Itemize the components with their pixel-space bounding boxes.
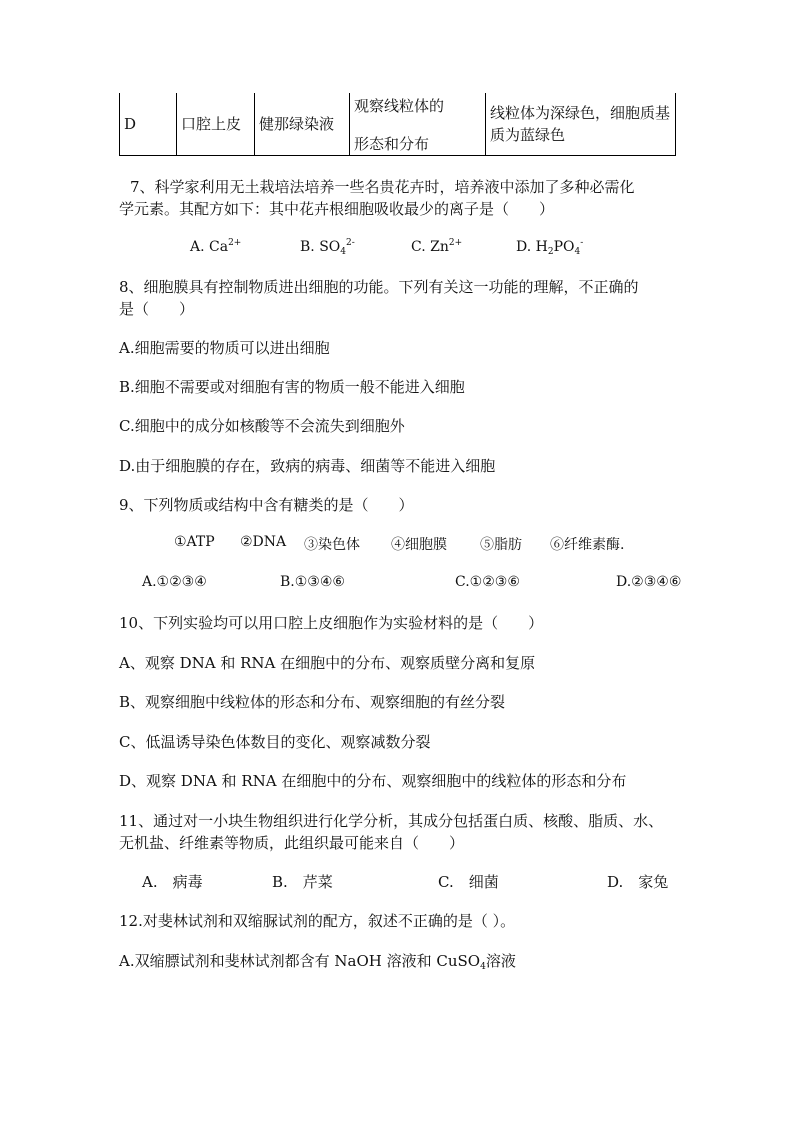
q7-option-d: D. $H_2PO_4^-$ [516,238,584,257]
table-cell-purpose [350,93,486,156]
purpose-line-2: 形态和分布 [354,135,430,153]
q10-option-d: D、观察 DNA 和 RNA 在细胞中的分布、观察细胞中的线粒体的形态和分布 [119,772,627,790]
q9-option-c: C.①②③⑥ [455,574,520,590]
q8-option-d: D.由于细胞膜的存在，致病的病毒、细菌等不能进入细胞 [119,457,496,475]
q12-stem: 12.对斐林试剂和双缩脲试剂的配方，叙述不正确的是（ ）。 [119,912,516,930]
q9-item: ③染色体 [304,537,360,553]
q9-item: ②DNA [240,534,287,550]
q8-option-c: C.细胞中的成分如核酸等不会流失到细胞外 [119,417,405,435]
q8-option-a: A.细胞需要的物质可以进出细胞 [119,339,330,357]
table-cell-option: D [120,93,177,156]
q9-option-d: D.②③④⑥ [616,574,682,590]
table-cell-reagent: 健那绿染液 [255,93,350,156]
q8-stem-line-1: 8、细胞膜具有控制物质进出细胞的功能。下列有关这一功能的理解，不正确的 [119,278,639,296]
q7-option-b: B. $SO_4^{2-}$ [300,238,355,257]
q9-option-b: B.①③④⑥ [280,574,345,590]
q9-item: ④细胞膜 [391,537,447,553]
q11-option-d: D. 家兔 [607,873,669,891]
q9-options [0,574,794,596]
q11-option-c: C. 细菌 [438,873,499,891]
q10-stem: 10、下列实验均可以用口腔上皮细胞作为实验材料的是（ ） [119,614,544,632]
q11-option-b: B. 芹菜 [272,873,333,891]
q7-stem-line-1: 7、科学家利用无土栽培法培养一些名贵花卉时，培养液中添加了多种必需化 [130,178,635,196]
q9-stem: 9、下列物质或结构中含有糖类的是（ ） [119,496,414,514]
q7-stem-line-2: 学元素。其配方如下：其中花卉根细胞吸收最少的离子是（ ） [119,200,555,218]
table-row [120,93,676,156]
q11-stem-line-2: 无机盐、纤维素等物质，此组织最可能来自（ ） [119,834,465,852]
q7-option-a: A. $Ca^{2+}$ [190,238,242,255]
q7-options [0,238,794,260]
q8-option-b: B.细胞不需要或对细胞有害的物质一般不能进入细胞 [119,378,465,396]
q10-option-b: B、观察细胞中线粒体的形态和分布、观察细胞的有丝分裂 [119,693,506,711]
q7-option-c: C. $Zn^{2+}$ [411,238,463,255]
q11-stem-line-1: 11、通过对一小块生物组织进行化学分析，其成分包括蛋白质、核酸、脂质、水、 [119,812,664,830]
purpose-line-1: 观察线粒体的 [354,97,445,115]
q10-option-a: A、观察 DNA 和 RNA 在细胞中的分布、观察质壁分离和复原 [119,654,536,672]
q9-option-a: A.①②③④ [142,574,207,590]
q9-item: ①ATP [174,534,215,550]
q8-stem-line-2: 是（ ） [119,300,195,318]
q11-options [0,871,794,893]
q10-option-c: C、低温诱导染色体数目的变化、观察减数分裂 [119,733,431,751]
q9-items [0,534,794,556]
q12-option-a: A.双缩膘试剂和斐林试剂都含有 NaOH 溶液和 CuSO$_4$溶液 [119,952,516,972]
table-cell-result: 线粒体为深绿色，细胞质基质为蓝绿色 [486,93,676,156]
q11-option-a: A. 病毒 [142,873,203,891]
experiment-table [119,93,676,156]
table-cell-material: 口腔上皮 [177,93,255,156]
q9-item: ⑥纤维素酶. [550,537,625,553]
q9-item: ⑤脂肪 [480,537,522,553]
